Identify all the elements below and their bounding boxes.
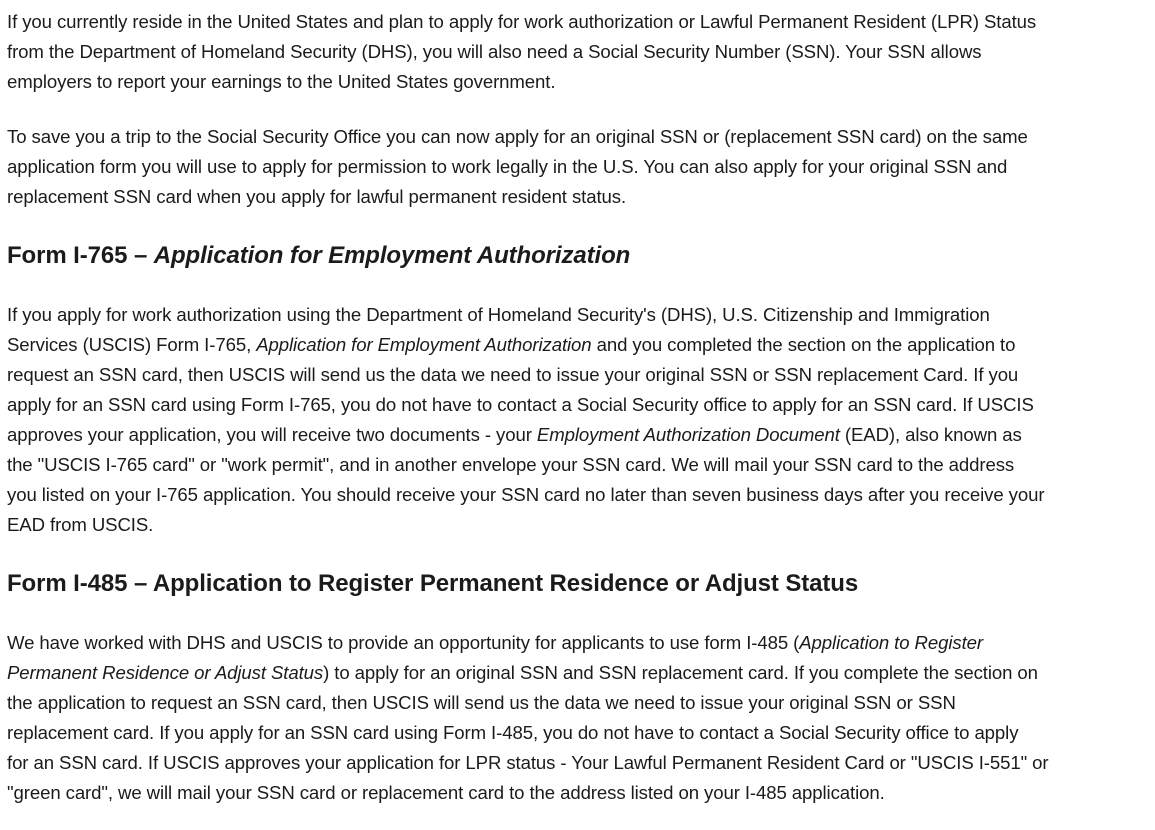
text-line: If you apply for work authorization using the Department of Homeland Security's (DHS), U.S. Citizenship and Immigration [7, 304, 990, 325]
text-run: approves your application, you will receive two documents - your [7, 424, 537, 445]
text-line [7, 330, 1147, 360]
section-spacer [7, 599, 1147, 628]
text-run: and you completed the section on the application to [591, 334, 1016, 355]
text-line: replacement card. If you apply for an SSN card using Form I-485, you do not have to contact a Social Security office to apply [7, 722, 1019, 743]
text-line: EAD from USCIS. [7, 514, 154, 535]
text-line: "green card", we will mail your SSN card or replacement card to the address listed on your I-485 application. [7, 782, 885, 803]
form-title-italic: Permanent Residence or Adjust Status [7, 662, 324, 683]
heading-prefix: Form I-765 – [7, 242, 154, 269]
text-run: Services (USCIS) Form I-765, [7, 334, 257, 355]
text-line: the application to request an SSN card, then USCIS will send us the data we need to issue your original SSN or SSN [7, 692, 956, 713]
text-line [7, 420, 1147, 450]
text-line: for an SSN card. If USCIS approves your application for LPR status - Your Lawful Permanent Resident Card or "USCIS I-551" or [7, 752, 1049, 773]
section-spacer [7, 212, 1147, 241]
text-line: apply for an SSN card using Form I-765, you do not have to contact a Social Security office to apply for an SSN card. If USCIS [7, 394, 1034, 415]
text-line: replacement SSN card when you apply for lawful permanent resident status. [7, 186, 627, 207]
heading-form-i485: Form I-485 – Application to Register Permanent Residence or Adjust Status [7, 570, 859, 597]
i765-paragraph [7, 300, 1147, 540]
text-line [7, 658, 1147, 688]
text-line [7, 628, 1147, 658]
text-line: To save you a trip to the Social Security Office you can now apply for an original SSN or (replacement SSN card) on the same [7, 126, 1028, 147]
text-run: We have worked with DHS and USCIS to provide an opportunity for applicants to use form I-485 ( [7, 632, 800, 653]
heading-italic-title: Application for Employment Authorization [153, 242, 631, 269]
paragraph-spacer [7, 97, 1147, 122]
text-line: If you currently reside in the United States and plan to apply for work authorization or Lawful Permanent Resident (LPR) Status [7, 11, 1037, 32]
form-title-italic: Application for Employment Authorization [256, 334, 592, 355]
heading-form-i765 [7, 241, 1147, 271]
text-run: (EAD), also known as [839, 424, 1022, 445]
text-line: employers to report your earnings to the United States government. [7, 71, 556, 92]
i485-paragraph [7, 628, 1147, 808]
text-line: you listed on your I-765 application. You should receive your SSN card no later than seven business days after you receive your [7, 484, 1045, 505]
text-line: from the Department of Homeland Security (DHS), you will also need a Social Security Number (SSN). Your SSN allows [7, 41, 982, 62]
text-line: request an SSN card, then USCIS will send us the data we need to issue your original SSN or SSN replacement Card. If you [7, 364, 1019, 385]
text-line: the "USCIS I-765 card" or "work permit", and in another envelope your SSN card. We will mail your SSN card to the address [7, 454, 1015, 475]
form-title-italic: Application to Register [799, 632, 983, 653]
intro-paragraph-2 [7, 122, 1147, 212]
text-run: ) to apply for an original SSN and SSN replacement card. If you complete the section on [323, 662, 1038, 683]
document-title-italic: Employment Authorization Document [536, 424, 840, 445]
intro-paragraph-1 [7, 7, 1147, 97]
text-line: application form you will use to apply for permission to work legally in the U.S. You can also apply for your original SSN and [7, 156, 1008, 177]
section-spacer [7, 540, 1147, 569]
section-spacer [7, 271, 1147, 300]
